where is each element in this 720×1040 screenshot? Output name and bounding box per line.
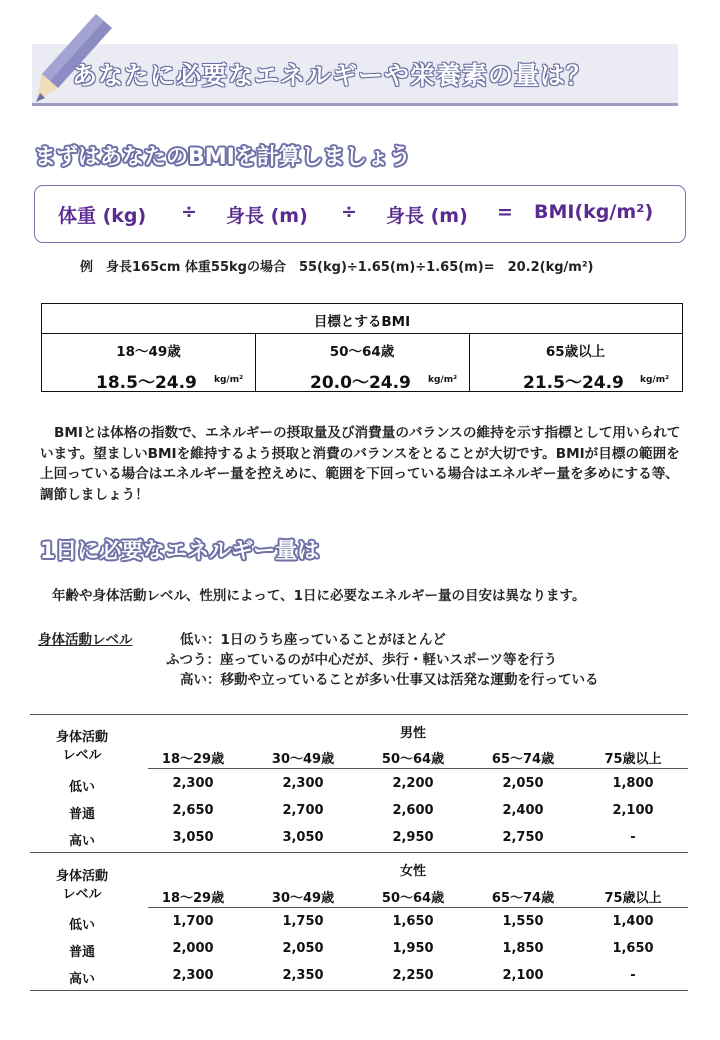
energy-section-heading: 1日に必要なエネルギー量は xyxy=(40,539,320,564)
energy-value: 2,650 xyxy=(172,803,214,818)
energy-value: 2,300 xyxy=(172,776,214,791)
energy-value: 1,950 xyxy=(392,941,434,956)
energy-value: 2,250 xyxy=(392,968,434,983)
energy-intro: 年齢や身体活動レベル、性別によって、1日に必要なエネルギー量の目安は異なります。 xyxy=(52,588,586,604)
energy-value: 2,400 xyxy=(502,803,544,818)
target-unit-3: kg/m² xyxy=(640,375,670,385)
energy-value: 2,750 xyxy=(502,830,544,845)
formula-height-2: 身長 (m) xyxy=(386,205,468,227)
energy-value: 2,350 xyxy=(282,968,324,983)
target-age-3: 65歳以上 xyxy=(545,344,606,360)
target-bmi-table xyxy=(41,303,683,392)
level-row-label: 低い xyxy=(68,918,95,933)
table-rule xyxy=(30,852,688,853)
energy-value: 1,650 xyxy=(612,941,654,956)
energy-value: 2,700 xyxy=(282,803,324,818)
level-header: レベル xyxy=(62,748,102,763)
target-unit-2: kg/m² xyxy=(428,375,458,385)
energy-value: 2,300 xyxy=(172,968,214,983)
energy-value: 1,850 xyxy=(502,941,544,956)
energy-value: 1,550 xyxy=(502,914,544,929)
bmi-explanation: BMIとは体格の指数で、エネルギーの摂取量及び消費量のバランスの維持を示す指標として用いられています。望ましいBMIを維持するよう摂取と消費のバランスをとることが大切です。BMIが目標の範囲を上回っている場合はエネルギー量を控えめに、範囲を下回っている場合はエネルギー量を多めにする等、調節しましょう！ xyxy=(40,425,681,503)
formula-equals: = xyxy=(497,201,513,223)
level-row-label: 低い xyxy=(68,780,95,795)
energy-value: 2,100 xyxy=(502,968,544,983)
gender-header-female: 女性 xyxy=(400,864,427,879)
gender-header-male: 男性 xyxy=(400,726,427,741)
target-range-1: 18.5～24.9 xyxy=(96,373,197,393)
activity-level-label: 身体活動レベル xyxy=(38,632,133,648)
target-bmi-title: 目標とするBMI xyxy=(313,314,411,330)
level-header: 身体活動 xyxy=(55,869,108,884)
target-range-2: 20.0～24.9 xyxy=(310,373,411,393)
table-rule xyxy=(30,990,688,991)
age-header: 50～64歳 xyxy=(381,752,445,767)
bmi-example: 例 身長165cm 体重55kgの場合 55(kg)÷1.65(m)÷1.65(m)= 20.2(kg/m²) xyxy=(80,260,594,275)
age-header: 65～74歳 xyxy=(491,891,555,906)
formula-weight: 体重 (kg) xyxy=(58,205,147,227)
energy-value: 2,300 xyxy=(282,776,324,791)
activity-level-normal: ふつう：座っているのが中心だが、歩行・軽いスポーツ等を行う xyxy=(166,652,557,668)
formula-divide-1: ÷ xyxy=(181,201,197,223)
age-header: 18～29歳 xyxy=(161,891,225,906)
energy-value: 1,700 xyxy=(172,914,214,929)
table-rule xyxy=(148,768,688,769)
age-header: 75歳以上 xyxy=(604,891,662,906)
target-range-3: 21.5～24.9 xyxy=(523,373,624,393)
age-header: 65～74歳 xyxy=(491,752,555,767)
energy-value: 1,800 xyxy=(612,776,654,791)
energy-value: 2,050 xyxy=(502,776,544,791)
target-unit-1: kg/m² xyxy=(214,375,244,385)
activity-level-high: 高い：移動や立っていることが多い仕事又は活発な運動を行っている xyxy=(180,672,599,688)
level-row-label: 普通 xyxy=(68,945,95,960)
age-header: 30～49歳 xyxy=(271,752,335,767)
age-header: 18～29歳 xyxy=(161,752,225,767)
target-age-2: 50～64歳 xyxy=(329,344,395,360)
energy-value: 1,750 xyxy=(282,914,324,929)
energy-value: - xyxy=(630,830,636,845)
page-title: あなたに必要なエネルギーや栄養素の量は？ xyxy=(72,61,593,90)
formula-result: BMI(kg/m²) xyxy=(534,201,654,223)
activity-level-low: 低い：1日のうち座っていることがほとんど xyxy=(180,632,446,648)
energy-value: 2,200 xyxy=(392,776,434,791)
level-row-label: 高い xyxy=(68,972,95,987)
energy-value: 2,050 xyxy=(282,941,324,956)
formula-divide-2: ÷ xyxy=(341,201,357,223)
table-rule xyxy=(148,907,688,908)
energy-value: 1,650 xyxy=(392,914,434,929)
age-header: 30～49歳 xyxy=(271,891,335,906)
table-divider xyxy=(42,333,682,334)
level-header: レベル xyxy=(62,887,102,902)
age-header: 50～64歳 xyxy=(381,891,445,906)
energy-value: 2,000 xyxy=(172,941,214,956)
energy-value: 3,050 xyxy=(172,830,214,845)
level-row-label: 高い xyxy=(68,834,95,849)
target-age-1: 18～49歳 xyxy=(116,344,181,360)
energy-value: 1,400 xyxy=(612,914,654,929)
energy-value: 2,100 xyxy=(612,803,654,818)
table-rule xyxy=(30,714,688,715)
energy-value: - xyxy=(630,968,636,983)
energy-value: 2,600 xyxy=(392,803,434,818)
formula-height-1: 身長 (m) xyxy=(226,205,308,227)
age-header: 75歳以上 xyxy=(604,752,662,767)
bmi-section-heading: まずはあなたのBMIを計算しましょう xyxy=(34,145,411,170)
energy-value: 3,050 xyxy=(282,830,324,845)
energy-value: 2,950 xyxy=(392,830,434,845)
level-row-label: 普通 xyxy=(68,807,95,822)
level-header: 身体活動 xyxy=(55,730,108,745)
